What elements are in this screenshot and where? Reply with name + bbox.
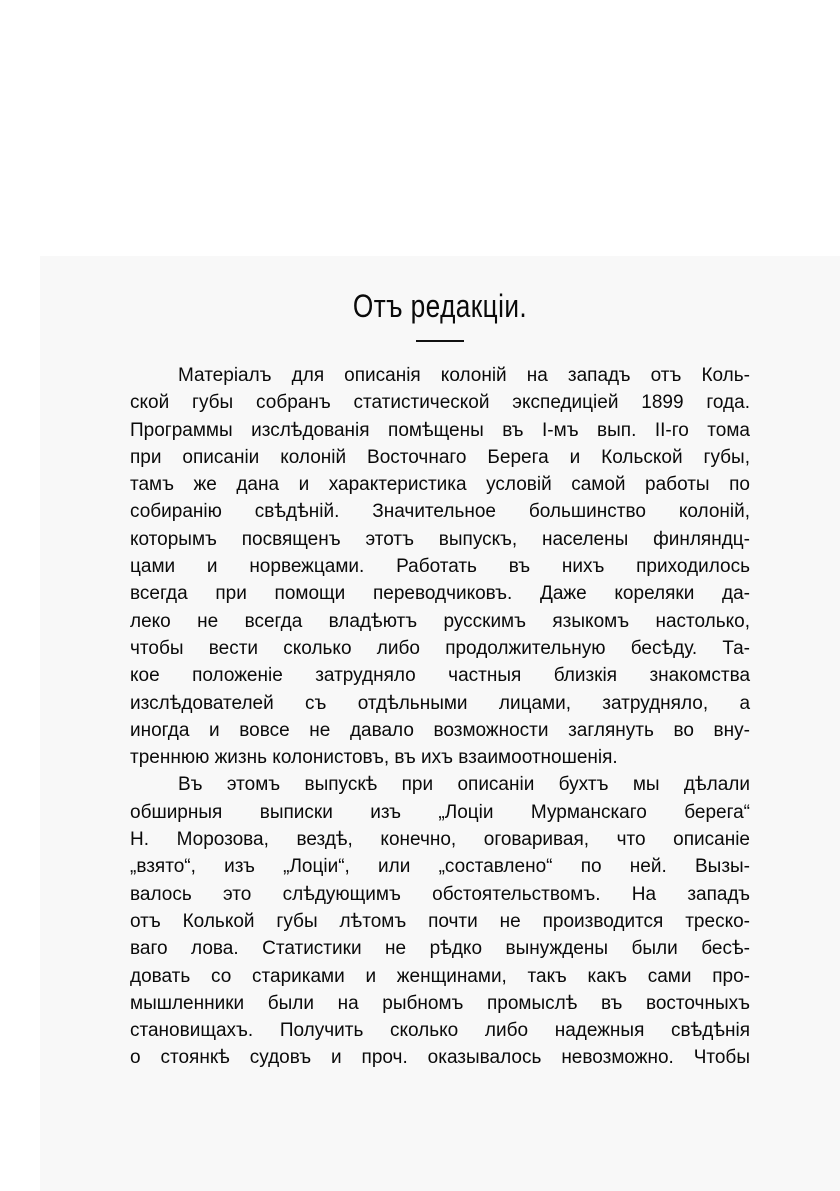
text-line: „взято“, изъ „Лоціи“, или „составлено“ по ней. Вызы- [130,856,751,878]
text-line: Матеріалъ для описанія колоній на западъ отъ Коль- [178,365,750,386]
text-line: Въ этомъ выпускѣ при описаніи бухтъ мы дѣлали [178,774,751,796]
text-line: Н. Морозова, вездѣ, конечно, оговаривая, что описаніе [130,829,751,851]
text-line: леко не всегда владѣютъ русскимъ языкомъ настолько, [130,610,751,632]
text-line: Программы изслѣдованія помѣщены въ I-мъ вып. II-го тома [130,419,750,441]
text-line: изслѣдователей съ отдѣльными лицами, затрудняло, а [130,692,751,714]
text-line: собиранію свѣдѣній. Значительное большинство колоній, [130,501,750,523]
text-line: треннюю жизнь колонистовъ, въ ихъ взаимоотношенія. [130,747,618,769]
text-line: валось это слѣдующимъ обстоятельствомъ. На западъ [130,883,751,905]
text-line: при описаніи колоній Восточнаго Берега и Кольской губы, [130,446,750,468]
title-divider [416,340,464,342]
text-line: иногда и вовсе не давало возможности заглянуть во вну- [130,719,750,741]
paragraph-2 [130,771,750,1071]
text-line: ваго лова. Статистики не рѣдко вынуждены были бесѣ- [130,938,750,960]
text-line: довать со стариками и женщинами, такъ какъ сами про- [130,965,750,987]
page-title: Отъ редакціи. [352,288,528,324]
text-line: обширныя выписки изъ „Лоціи Мурманскаго берега“ [130,801,751,823]
text-line: мышленники были на рыбномъ промыслѣ въ восточныхъ [130,992,750,1014]
text-line: о стоянкѣ судовъ и проч. оказывалось невозможно. Чтобы [130,1047,750,1069]
body-text [130,362,750,1072]
paragraph-1 [130,362,750,771]
document-page [130,280,750,1072]
text-line: отъ Колькой губы лѣтомъ почти не производится треско- [130,910,750,932]
text-line: тамъ же дана и характеристика условій самой работы по [130,474,750,496]
text-line: цами и норвежцами. Работать въ нихъ приходилось [130,556,751,578]
text-line: всегда при помощи переводчиковъ. Даже кореляки да- [130,583,750,605]
text-line: ской губы собранъ статистической экспедиціей 1899 года. [130,392,750,414]
text-line: чтобы вести сколько либо продолжительную бесѣду. Та- [130,637,751,659]
text-line: которымъ посвященъ этотъ выпускъ, населены финляндц- [130,528,750,550]
text-line: становищахъ. Получить сколько либо надежныя свѣдѣнія [130,1020,750,1042]
text-line: кое положеніе затрудняло частныя близкія знакомства [130,665,751,687]
